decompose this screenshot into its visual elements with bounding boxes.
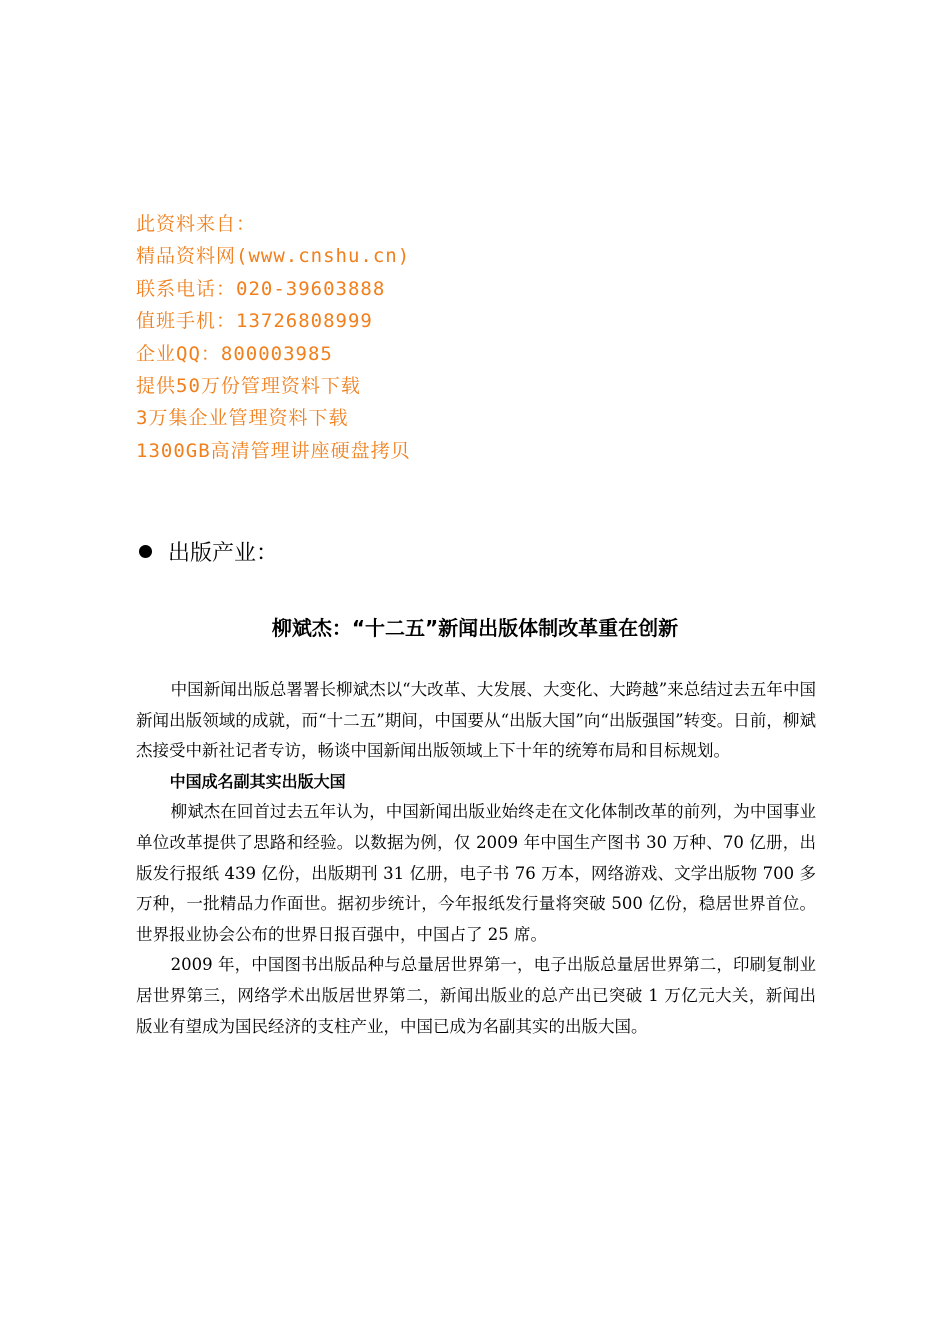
section-heading [136, 536, 278, 567]
source-line-offer-2: 3万集企业管理资料下载 [136, 407, 349, 430]
source-line-website[interactable]: 精品资料网(www.cnshu.cn) [136, 245, 411, 268]
source-line-offer-3: 1300GB高清管理讲座硬盘拷贝 [136, 439, 411, 462]
bullet-icon [139, 545, 152, 558]
article-paragraph: 柳斌杰在回首过去五年认为，中国新闻出版业始终走在文化体制改革的前列，为中国事业单位改革提供了思路和经验。以数据为例，仅 2009 年中国生产图书 30 万种、70 亿册，出版发行报纸 439 亿份，出版期刊 31 亿册，电子书 76 万本，网络游戏、文学出版物 700 多万种，一批精品力作面世。据初步统计，今年报纸发行量将突破 500 亿份，稳居世界首位。世界报业协会公布的世界日报百强中，中国占了 25 席。 [136, 802, 816, 944]
source-line-qq: 企业QQ：800003985 [136, 342, 333, 365]
article-paragraph: 中国新闻出版总署署长柳斌杰以“大改革、大发展、大变化、大跨越”来总结过去五年中国新闻出版领域的成就，而“十二五”期间，中国要从“出版大国”向“出版强国”转变。日前，柳斌杰接受中新社记者专访，畅谈中国新闻出版领域上下十年的统筹布局和目标规划。 [136, 680, 816, 761]
source-info-block [136, 208, 411, 467]
article-title: 柳斌杰：“十二五”新闻出版体制改革重在创新 [271, 616, 679, 640]
article-subheading: 中国成名副其实出版大国 [169, 771, 346, 791]
source-line-mobile: 值班手机：13726808999 [136, 310, 373, 333]
source-line-offer-1: 提供50万份管理资料下载 [136, 375, 361, 398]
source-line-phone: 联系电话：020-39603888 [136, 277, 386, 300]
source-line-intro: 此资料来自： [136, 213, 257, 235]
article-body [136, 675, 816, 1042]
section-heading-text: 出版产业： [168, 541, 279, 566]
article-paragraph: 2009 年，中国图书出版品种与总量居世界第一，电子出版总量居世界第二，印刷复制业居世界第三，网络学术出版居世界第二，新闻出版业的总产出已突破 1 万亿元大关，新闻出版业有望成为国民经济的支柱产业，中国已成为名副其实的出版大国。 [136, 955, 816, 1036]
